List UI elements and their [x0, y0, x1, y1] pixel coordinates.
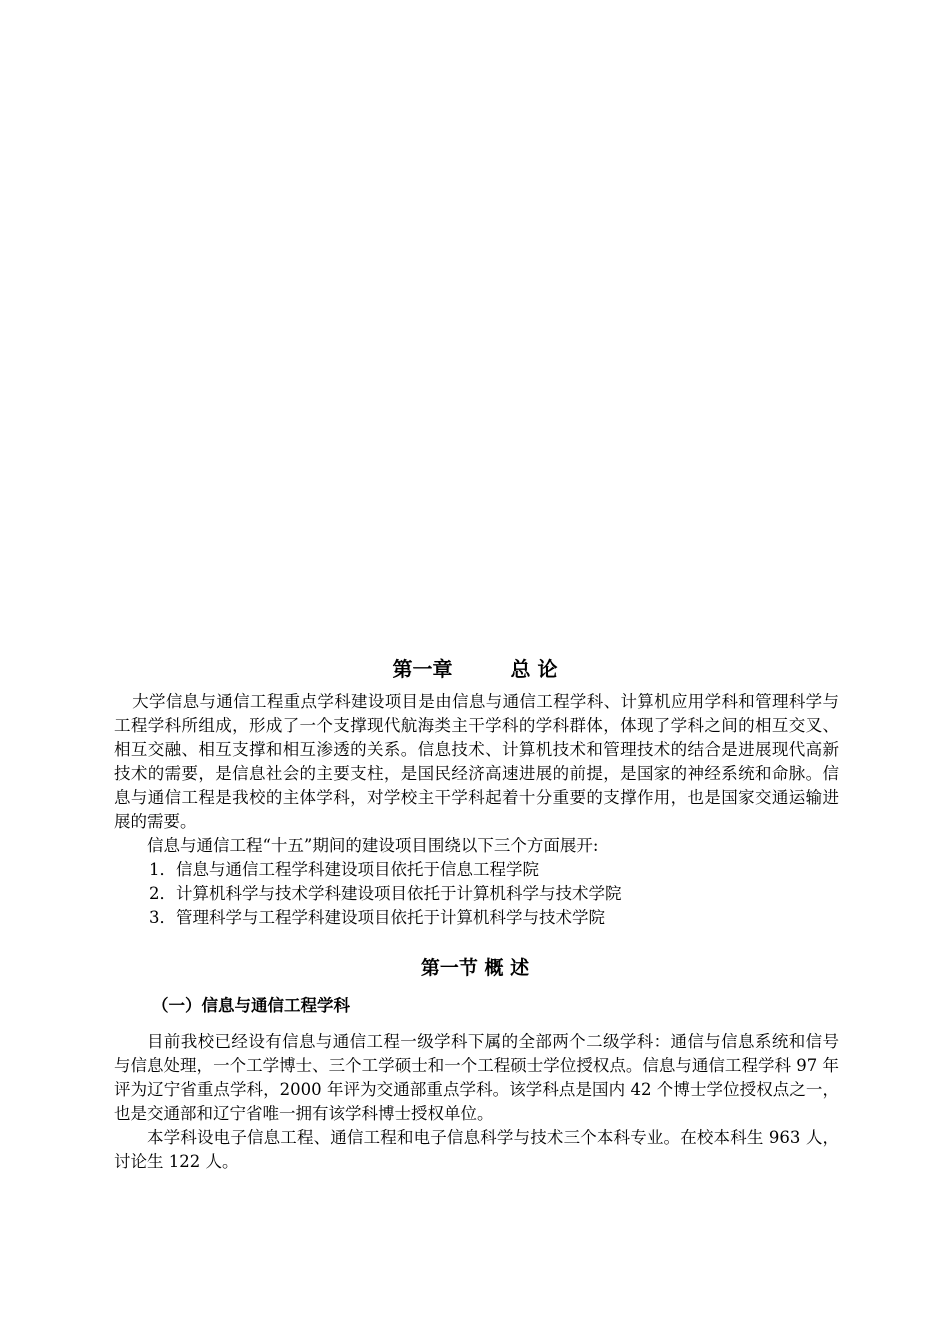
list-item: 2．计算机科学与技术学科建设项目依托于计算机科学与技术学院: [149, 884, 622, 903]
chapter-number: 第一章: [392, 657, 453, 681]
chapter-name: 总 论: [510, 657, 558, 681]
intro-block: [114, 690, 839, 930]
list-item: 3．管理科学与工程学科建设项目依托于计算机科学与技术学院: [149, 908, 605, 927]
chapter-title: [0, 655, 950, 683]
intro-lead-paragraph: 信息与通信工程“十五”期间的建设项目围绕以下三个方面展开:: [147, 836, 599, 855]
section-block: [114, 1030, 839, 1174]
section-paragraph: 本学科设电子信息工程、通信工程和电子信息科学与技术三个本科专业。在校本科生 963 人，讨论生 122 人。: [114, 1128, 839, 1171]
list-item: 1．信息与通信工程学科建设项目依托于信息工程学院: [149, 860, 539, 879]
intro-paragraph: 大学信息与通信工程重点学科建设项目是由信息与通信工程学科、计算机应用学科和管理科学与工程学科所组成，形成了一个支撑现代航海类主干学科的学科群体，体现了学科之间的相互交叉、相互交融、相互支撑和相互渗透的关系。信息技术、计算机技术和管理技术的结合是进展现代高新技术的需要，是信息社会的主要支柱，是国民经济高速进展的前提，是国家的神经系统和命脉。信息与通信工程是我校的主体学科，对学校主干学科起着十分重要的支撑作用，也是国家交通运输进展的需要。: [114, 692, 839, 831]
section-paragraph: 目前我校已经设有信息与通信工程一级学科下属的全部两个二级学科：通信与信息系统和信号与信息处理，一个工学博士、三个工学硕士和一个工程硕士学位授权点。信息与通信工程学科 97 年评为辽宁省重点学科，2000 年评为交通部重点学科。该学科点是国内 42 个博士学位授权点之一，也是交通部和辽宁省唯一拥有该学科博士授权单位。: [114, 1032, 839, 1123]
subsection-title: （一）信息与通信工程学科: [152, 996, 350, 1015]
section-title: 第一节 概 述: [420, 957, 530, 979]
